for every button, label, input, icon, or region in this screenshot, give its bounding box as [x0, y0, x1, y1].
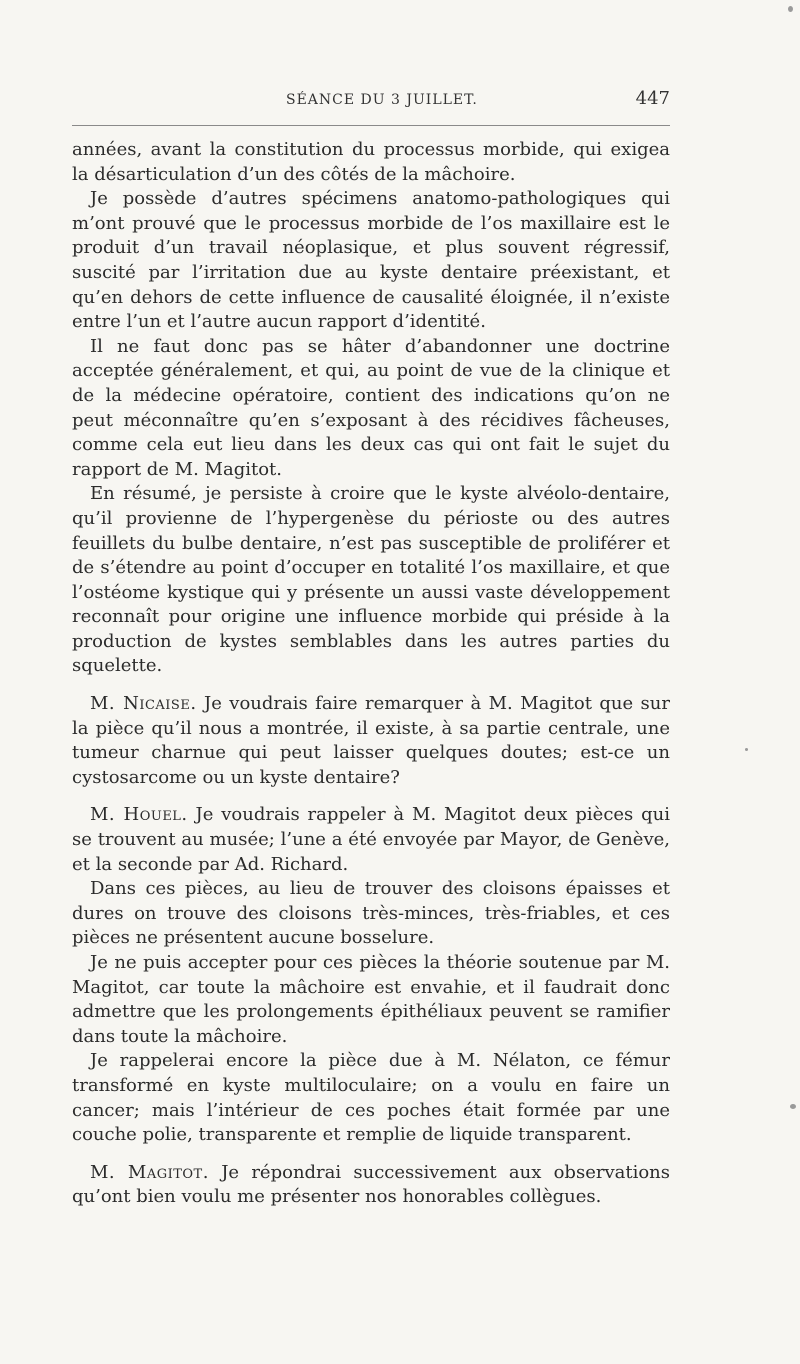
page-header [72, 88, 670, 114]
speaker-houel: M. Houel. [90, 804, 188, 826]
paper-speck [745, 748, 748, 751]
body-text [72, 138, 670, 1210]
speaker-nicaise: M. Nicaise. [90, 693, 197, 715]
speaker-magitot: M. Magitot. [90, 1161, 209, 1183]
houel-remark-text: Je voudrais rappeler à M. Magitot deux pièces qui se trouvent au musée; l’une a été envoyée par Mayor, de Genève, et la seconde par Ad. Richard. [72, 804, 671, 875]
nicaise-remark [72, 692, 670, 790]
header-rule [72, 125, 670, 126]
paragraph-summary: En résumé, je persiste à croire que le kyste alvéolo-dentaire, qu’il provienne de l’hypergenèse du périoste ou des autres feuillets du bulbe dentaire, n’est pas susceptible de proliférer et de s’étendre au point d’occuper en totalité l’os maxillaire, et que l’ostéome kystique qui y présente un aussi vaste développement reconnaît pour origine une influence morbide qui préside à la production de kystes semblables dans les autres parties du squelette. [72, 483, 670, 677]
paragraph-theory: Je ne puis accepter pour ces pièces la théorie soutenue par M. Magitot, car toute la mâchoire est envahie, et il faudrait donc admettre que les prolongements épithéliaux peuvent se ramifier dans toute la mâchoire. [72, 952, 670, 1047]
paper-speck [790, 1104, 796, 1109]
page-number: 447 [635, 88, 670, 109]
magitot-remark [72, 1161, 670, 1210]
running-head: SÉANCE DU 3 JUILLET. [286, 92, 478, 108]
houel-remark [72, 803, 670, 877]
magitot-remark-text: Je répondrai successivement aux observations qu’ont bien voulu me présenter nos honorables collègues. [72, 1161, 671, 1208]
paragraph-specimens: Je possède d’autres spécimens anatomo-pathologiques qui m’ont prouvé que le processus morbide de l’os maxillaire est le produit d’un travail néoplasique, et plus souvent régressif, suscité par l’irritation due au kyste dentaire préexistant, et qu’en dehors de cette influence de causalité éloignée, il n’existe entre l’un et l’autre aucun rapport d’identité. [72, 188, 670, 333]
nicaise-remark-text: Je voudrais faire remarquer à M. Magitot que sur la pièce qu’il nous a montrée, il existe, à sa partie centrale, une tumeur charnue qui peut laisser quelques doutes; est-ce un cystosarcome ou un kyste dentaire? [72, 693, 670, 788]
page [72, 0, 670, 1364]
paragraph-cloisons: Dans ces pièces, au lieu de trouver des cloisons épaisses et dures on trouve des cloisons très-minces, très-friables, et ces pièces ne présentent aucune bosselure. [72, 878, 670, 949]
paragraph-continuation: années, avant la constitution du processus morbide, qui exigea la désarticulation d’un des côtés de la mâchoire. [72, 139, 670, 185]
paper-speck [788, 6, 793, 12]
paragraph-doctrine: Il ne faut donc pas se hâter d’abandonner une doctrine acceptée généralement, et qui, au point de vue de la clinique et de la médecine opératoire, contient des indications qu’on ne peut méconnaître qu’en s’exposant à des récidives fâcheuses, comme cela eut lieu dans les deux cas qui ont fait le sujet du rapport de M. Magitot. [72, 335, 670, 480]
paragraph-nelaton: Je rappelerai encore la pièce due à M. Nélaton, ce fémur transformé en kyste multiloculaire; on a voulu en faire un cancer; mais l’intérieur de ces poches était formée par une couche polie, transparente et remplie de liquide transparent. [72, 1050, 670, 1146]
